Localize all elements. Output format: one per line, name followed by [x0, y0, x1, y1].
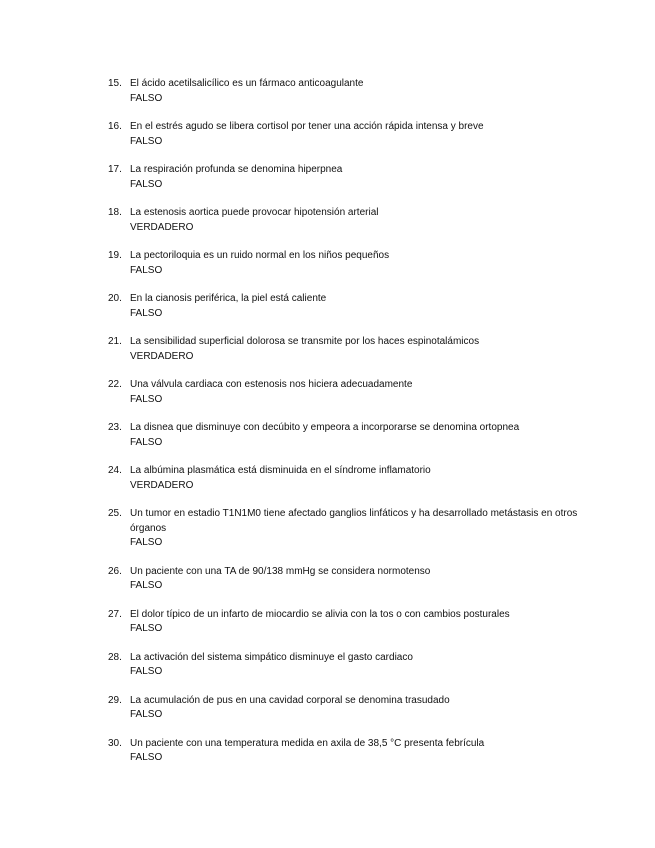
list-item	[108, 163, 578, 192]
item-number: 15.	[108, 78, 122, 89]
item-body	[130, 565, 578, 594]
item-question: El dolor típico de un infarto de miocardio se alivia con la tos o con cambios posturales	[130, 608, 510, 620]
item-number: 27.	[108, 608, 122, 620]
list-item	[108, 694, 578, 723]
item-number: 23.	[108, 422, 122, 433]
item-question: La disnea que disminuye con decúbito y empeora a incorporarse se denomina ortopnea	[130, 422, 520, 433]
item-number: 18.	[108, 207, 122, 218]
item-body	[130, 378, 578, 407]
list-item	[108, 737, 578, 766]
list-item	[108, 77, 578, 106]
item-question: La estenosis aortica puede provocar hipotensión arterial	[130, 207, 379, 218]
item-answer: VERDADERO	[130, 479, 194, 491]
item-question: En el estrés agudo se libera cortisol por tener una acción rápida intensa y breve	[130, 121, 484, 132]
item-number: 25.	[108, 508, 122, 519]
list-item	[108, 507, 578, 551]
item-body	[130, 206, 578, 235]
item-question: El ácido acetilsalicílico es un fármaco anticoagulante	[130, 78, 364, 89]
item-number: 26.	[108, 565, 122, 577]
item-question: Una válvula cardiaca con estenosis nos hiciera adecuadamente	[130, 379, 413, 390]
item-answer: FALSO	[130, 580, 163, 591]
item-number: 20.	[108, 293, 122, 304]
item-body	[130, 249, 578, 278]
item-question: Un paciente con una TA de 90/138 mmHg se considera normotenso	[130, 565, 431, 577]
item-body	[130, 120, 578, 149]
item-answer: FALSO	[130, 623, 163, 634]
list-item	[108, 292, 578, 321]
item-question: Un tumor en estadio T1N1M0 tiene afectado ganglios linfáticos y ha desarrollado metástasis en otros órganos	[130, 508, 578, 534]
item-question: La pectoriloquia es un ruido normal en los niños pequeños	[130, 250, 390, 261]
item-answer: FALSO	[130, 752, 163, 763]
item-answer: FALSO	[130, 709, 163, 720]
item-number: 30.	[108, 737, 122, 749]
list-item	[108, 565, 578, 594]
list-item	[108, 651, 578, 680]
list-item	[108, 378, 578, 407]
item-question: Un paciente con una temperatura medida en axila de 38,5 °C presenta febrícula	[130, 737, 485, 749]
item-body	[130, 292, 578, 321]
list-item	[108, 120, 578, 149]
item-body	[130, 77, 578, 106]
item-number: 28.	[108, 651, 122, 663]
item-answer: FALSO	[130, 264, 163, 276]
item-question: En la cianosis periférica, la piel está caliente	[130, 293, 327, 304]
item-question: La albúmina plasmática está disminuida en el síndrome inflamatorio	[130, 465, 431, 476]
item-body	[130, 421, 578, 450]
list-item	[108, 249, 578, 278]
item-body	[130, 737, 578, 766]
item-answer: FALSO	[130, 436, 163, 448]
list-item	[108, 421, 578, 450]
item-answer: VERDADERO	[130, 221, 194, 233]
list-item	[108, 335, 578, 364]
item-answer: FALSO	[130, 178, 163, 190]
item-answer: FALSO	[130, 92, 163, 104]
item-answer: FALSO	[130, 135, 163, 147]
item-body	[130, 163, 578, 192]
item-answer: FALSO	[130, 537, 163, 548]
item-number: 16.	[108, 121, 122, 132]
item-answer: FALSO	[130, 393, 163, 405]
list-item	[108, 608, 578, 637]
item-number: 24.	[108, 465, 122, 476]
item-body	[130, 335, 578, 364]
item-body	[130, 464, 578, 493]
item-number: 29.	[108, 694, 122, 706]
item-body	[130, 608, 578, 637]
item-body	[130, 507, 578, 551]
item-answer: FALSO	[130, 666, 163, 677]
item-question: La respiración profunda se denomina hiperpnea	[130, 164, 343, 175]
item-number: 22.	[108, 379, 122, 390]
item-number: 19.	[108, 250, 122, 261]
item-question: La sensibilidad superficial dolorosa se transmite por los haces espinotalámicos	[130, 336, 480, 347]
list-item	[108, 206, 578, 235]
item-question: La acumulación de pus en una cavidad corporal se denomina trasudado	[130, 694, 450, 706]
question-list	[108, 77, 578, 780]
item-question: La activación del sistema simpático disminuye el gasto cardiaco	[130, 651, 413, 663]
list-item	[108, 464, 578, 493]
item-body	[130, 694, 578, 723]
item-number: 17.	[108, 164, 122, 175]
item-answer: VERDADERO	[130, 350, 194, 362]
item-number: 21.	[108, 336, 122, 347]
item-body	[130, 651, 578, 680]
item-answer: FALSO	[130, 307, 163, 319]
